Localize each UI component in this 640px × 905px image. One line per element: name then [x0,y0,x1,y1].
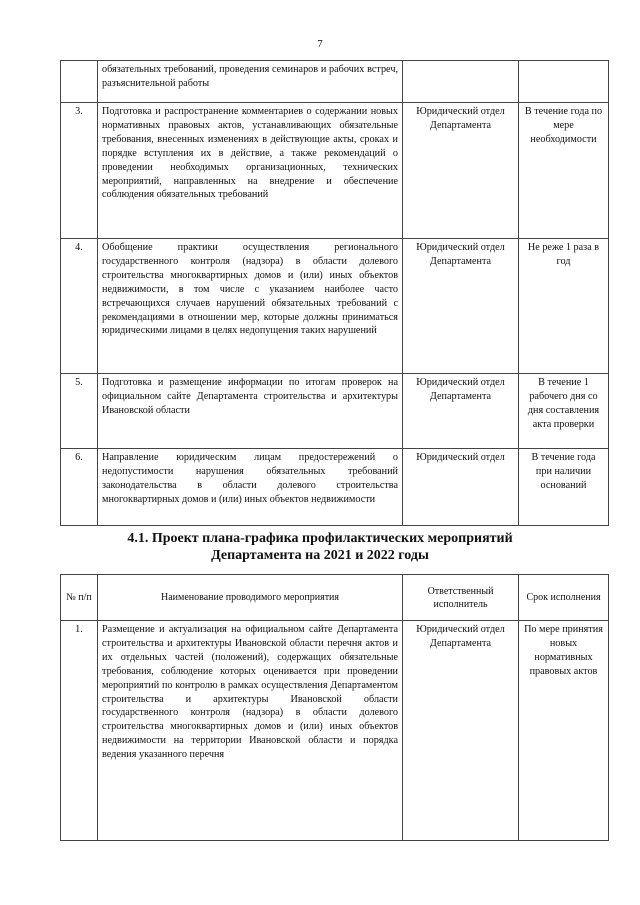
responsible-executor: Юридический отдел [403,449,519,526]
table-row [61,621,609,841]
execution-term: В течение 1 рабочего дня со дня составления акта проверки [519,374,609,449]
row-number: 4. [61,239,98,374]
execution-term: По мере принятия новых нормативных правовых актов [519,621,609,841]
execution-term: В течение года при наличии оснований [519,449,609,526]
events-table-continued [60,60,609,526]
row-number: 1. [61,621,98,841]
event-description: Направление юридическим лицам предостережений о недопустимости нарушения обязательных требований законодательства в области долевого строительства многоквартирных домов и (или) иных объектов недвижимости [98,449,403,526]
responsible-executor: Юридический отдел Департамента [403,239,519,374]
table-header-row [61,575,609,621]
table-row [61,61,609,103]
header-num: № п/п [61,575,98,621]
execution-term: Не реже 1 раза в год [519,239,609,374]
responsible-executor: Юридический отдел Департамента [403,103,519,239]
table-row [61,103,609,239]
event-description: обязательных требований, проведения семинаров и рабочих встреч, разъяснительной работы [98,61,403,103]
row-number: 5. [61,374,98,449]
section-heading [0,530,640,564]
events-plan-table [60,574,609,841]
row-number: 6. [61,449,98,526]
event-description: Подготовка и размещение информации по итогам проверок на официальном сайте Департамента строительства и архитектуры Ивановской области [98,374,403,449]
responsible-executor: Юридический отдел Департамента [403,621,519,841]
table-row [61,374,609,449]
table-row [61,239,609,374]
event-description: Размещение и актуализация на официальном сайте Департамента строительства и архитектуры Ивановской области перечня актов и их отдельных частей (положений), содержащих обязательные требования, соблюдение которых оценивается при проведении мероприятий по контролю в рамках осуществления Департаментом строительства и архитектуры Ивановской области государственного контроля (надзора) в области долевого строительства многоквартирных домов и (или) иных объектов недвижимости на территории Ивановской области и порядка ведения указанного перечня [98,621,403,841]
responsible-executor [403,61,519,103]
section-heading-line1: 4.1. Проект плана-графика профилактических мероприятий [127,531,513,546]
row-number [61,61,98,103]
event-description: Подготовка и распространение комментариев о содержании новых нормативных правовых актов, устанавливающих обязательные требования, внесенных изменениях в действующие акты, сроках и порядке вступления их в действие, а также рекомендаций о проведении необходимых организационных, технических мероприятий, направленных на внедрение и обеспечение соблюдения обязательных требований [98,103,403,239]
table-row [61,449,609,526]
responsible-executor: Юридический отдел Департамента [403,374,519,449]
section-heading-line2: Департамента на 2021 и 2022 годы [211,548,429,563]
page-number: 7 [317,38,323,50]
execution-term: В течение года по мере необходимости [519,103,609,239]
row-number: 3. [61,103,98,239]
event-description: Обобщение практики осуществления регионального государственного контроля (надзора) в области долевого строительства многоквартирных домов и (или) иных объектов недвижимости, в том числе с указанием наиболее часто встречающихся случаев нарушений обязательных требований с рекомендациями в отношении мер, которые должны приниматься юридическими лицами в целях недопущения таких нарушений [98,239,403,374]
header-term: Срок исполнения [519,575,609,621]
execution-term [519,61,609,103]
header-responsible: Ответственный исполнитель [403,575,519,621]
header-description: Наименование проводимого мероприятия [98,575,403,621]
